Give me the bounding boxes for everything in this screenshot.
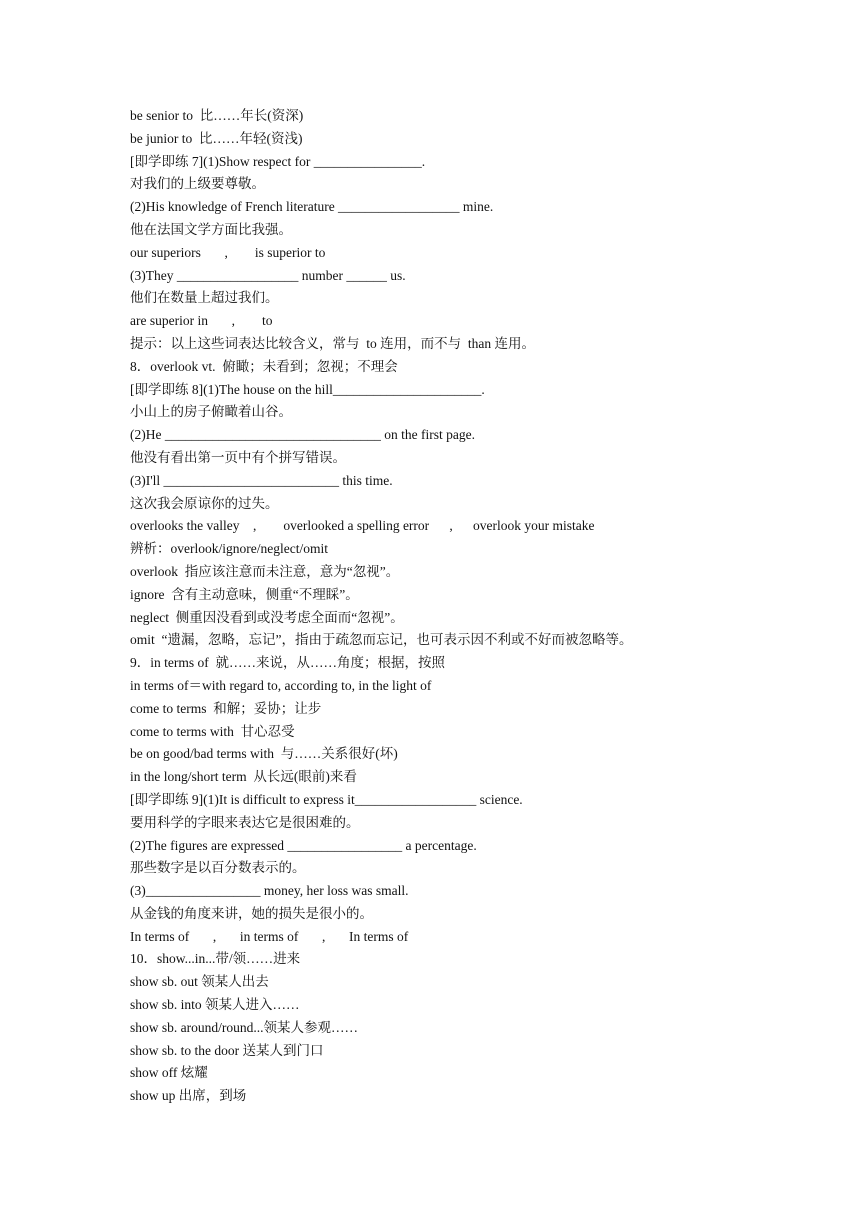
text-line: omit “遗漏，忽略，忘记”，指由于疏忽而忘记，也可表示因不利或不好而被忽略等。 xyxy=(130,632,633,648)
text-line: overlook 指应该注意而未注意，意为“忽视”。 xyxy=(130,563,400,579)
answer-line: are superior in , to xyxy=(130,313,273,329)
text-line: show sb. out 领某人出去 xyxy=(130,974,269,990)
exercise-line: [即学即练 9](1)It is difficult to express it__________________ science. xyxy=(130,791,523,807)
text-line: neglect 侧重因没看到或没考虑全面而“忽视”。 xyxy=(130,609,404,625)
translation-line: 从金钱的角度来讲，她的损失是很小的。 xyxy=(130,905,373,921)
answer-line: overlooks the valley , overlooked a spelling error , overlook your mistake xyxy=(130,518,595,534)
translation-line: 他在法国文学方面比我强。 xyxy=(130,221,292,237)
translation-line: 小山上的房子俯瞰着山谷。 xyxy=(130,404,292,420)
text-line: in terms of＝with regard to, according to, in the light of xyxy=(130,677,432,693)
exercise-line: (2)He ________________________________ on the first page. xyxy=(130,427,475,443)
exercise-line: (2)His knowledge of French literature __________________ mine. xyxy=(130,199,494,215)
translation-line: 那些数字是以百分数表示的。 xyxy=(130,860,306,876)
section-heading: 10．show...in...带/领……进来 xyxy=(130,951,301,967)
answer-line: our superiors , is superior to xyxy=(130,244,326,260)
text-line: show sb. into 领某人进入…… xyxy=(130,997,300,1013)
translation-line: 对我们的上级要尊敬。 xyxy=(130,176,265,192)
text-line: show sb. around/round...领某人参观…… xyxy=(130,1019,358,1035)
text-line: in the long/short term 从长远(眼前)来看 xyxy=(130,769,357,785)
exercise-line: [即学即练 8](1)The house on the hill______________________. xyxy=(130,381,485,397)
text-line: be junior to 比……年轻(资浅) xyxy=(130,130,303,146)
text-line: show off 炫耀 xyxy=(130,1065,208,1081)
translation-line: 这次我会原谅你的过失。 xyxy=(130,495,279,511)
text-line: come to terms with 甘心忍受 xyxy=(130,723,295,739)
exercise-line: (3)They __________________ number ______ us. xyxy=(130,267,406,283)
translation-line: 他们在数量上超过我们。 xyxy=(130,290,279,306)
exercise-line: (3)I'll __________________________ this time. xyxy=(130,472,393,488)
exercise-line: [即学即练 7](1)Show respect for ________________. xyxy=(130,153,426,169)
text-line: be senior to 比……年长(资深) xyxy=(130,108,304,123)
section-heading: 9．in terms of 就……来说，从……角度；根据，按照 xyxy=(130,655,445,671)
exercise-line: (3)_________________ money, her loss was small. xyxy=(130,883,409,899)
answer-line: In terms of , in terms of , In terms of xyxy=(130,928,409,944)
document-page xyxy=(130,105,830,1108)
hint-line: 提示：以上这些词表达比较含义，常与 to 连用，而不与 than 连用。 xyxy=(130,335,535,351)
translation-line: 要用科学的字眼来表达它是很困难的。 xyxy=(130,814,360,830)
text-line: 辨析：overlook/ignore/neglect/omit xyxy=(130,541,328,557)
text-line: ignore 含有主动意味，侧重“不理睬”。 xyxy=(130,586,359,602)
section-heading: 8．overlook vt. 俯瞰；未看到；忽视；不理会 xyxy=(130,358,398,374)
text-line: come to terms 和解；妥协；让步 xyxy=(130,700,322,716)
exercise-line: (2)The figures are expressed _________________ a percentage. xyxy=(130,837,477,853)
text-line: show sb. to the door 送某人到门口 xyxy=(130,1042,324,1058)
text-line: be on good/bad terms with 与……关系很好(坏) xyxy=(130,746,398,762)
translation-line: 他没有看出第一页中有个拼写错误。 xyxy=(130,449,346,465)
text-line: show up 出席，到场 xyxy=(130,1088,247,1104)
